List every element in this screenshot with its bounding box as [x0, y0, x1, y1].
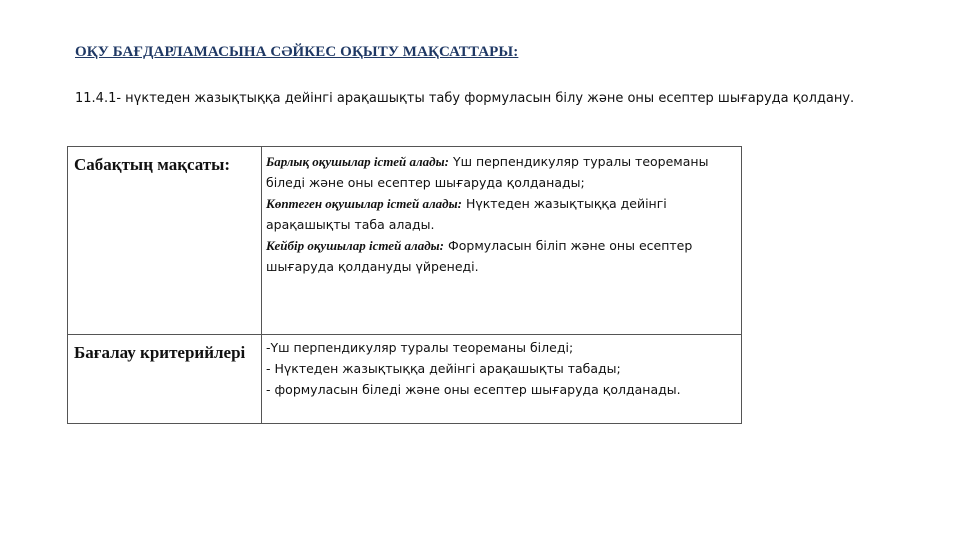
goal-item-all [266, 151, 735, 193]
goals-label: Сабақтың мақсаты: [74, 155, 231, 174]
goal-item-some [266, 235, 735, 277]
goal-lead: Кейбір оқушылар істей алады: [266, 238, 445, 253]
page-heading: ОҚУ БАҒДАРЛАМАСЫНА СӘЙКЕС ОҚЫТУ МАҚСАТТАРЫ: [75, 44, 519, 60]
criteria-content-cell [262, 335, 742, 424]
learning-objective: 11.4.1- нүктеден жазықтыққа дейінгі арақашықты табу формуласын білу және оны есептер шығаруда қолдану. [75, 91, 855, 106]
objectives-table [67, 146, 742, 424]
criteria-item: - Нүктеден жазықтыққа дейінгі арақашықты табады; [266, 361, 621, 376]
criteria-label-cell [68, 335, 262, 424]
criteria-item: -Үш перпендикуляр туралы теореманы біледі; [266, 340, 574, 355]
goal-text: Үш перпендикуляр туралы теореманы біледі және оны есептер шығаруда қолданады; [266, 154, 709, 190]
goal-text: Нүктеден жазықтыққа дейінгі арақашықты таба алады. [266, 196, 667, 232]
table-row-criteria [68, 335, 742, 424]
goals-content-cell [262, 147, 742, 335]
goal-lead: Көптеген оқушылар істей алады: [266, 196, 462, 211]
criteria-item: - формуласын біледі және оны есептер шығаруда қолданады. [266, 382, 681, 397]
goals-label-cell [68, 147, 262, 335]
table-row-goals [68, 147, 742, 335]
goal-item-many [266, 193, 735, 235]
criteria-label: Бағалау критерийлері [74, 343, 246, 362]
goal-text: Формуласын біліп және оны есептер шығаруда қолдануды үйренеді. [266, 238, 693, 274]
goal-lead: Барлық оқушылар істей алады: [266, 154, 449, 169]
